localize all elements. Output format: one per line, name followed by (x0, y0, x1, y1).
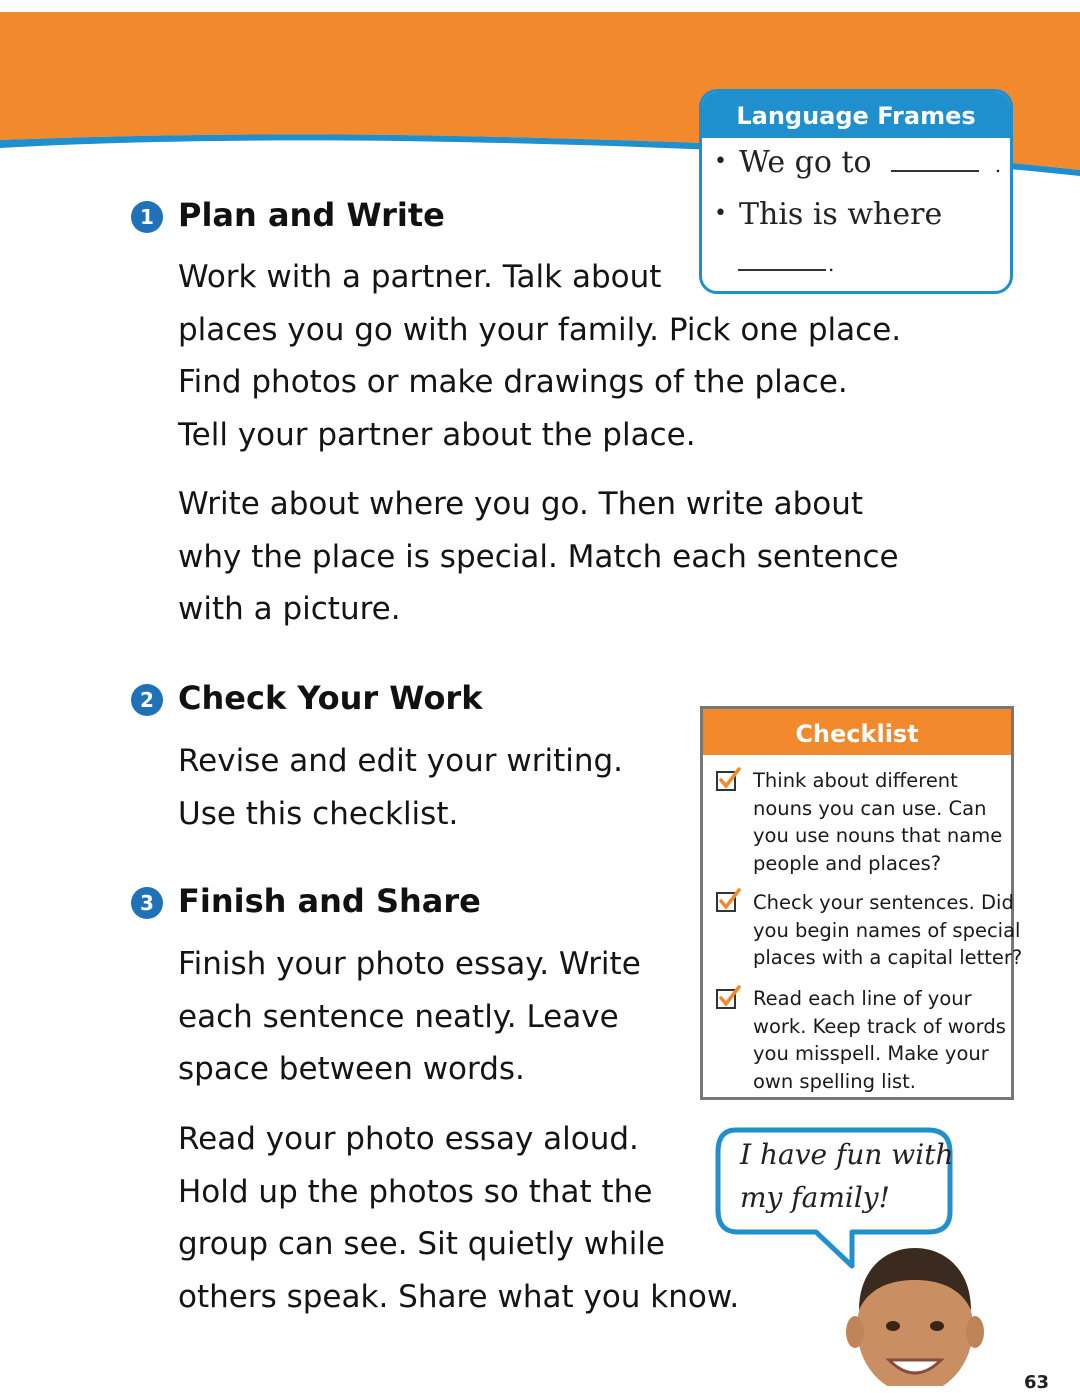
language-frame-2-blank: . (738, 244, 834, 279)
checkbox-checked-icon (715, 767, 741, 793)
section-title-finish-and-share: Finish and Share (178, 882, 481, 920)
section-title-check-your-work: Check Your Work (178, 679, 483, 717)
language-frames-title: Language Frames (702, 92, 1010, 138)
finish-paragraph-2: Read your photo essay aloud. Hold up the photos so that the group can see. Sit quietly while others speak. Share what you know. (178, 1121, 740, 1315)
checklist-box (700, 706, 1023, 1100)
answer-blank (891, 148, 979, 172)
child-photo (845, 1240, 985, 1386)
finish-paragraph-1: Finish your photo essay. Write each sentence neatly. Leave space between words. (178, 946, 641, 1087)
step-number-2: 2 (131, 684, 163, 716)
section-title-plan-and-write: Plan and Write (178, 196, 445, 234)
check-paragraph: Revise and edit your writing. Use this checklist. (178, 743, 624, 832)
checklist-item-2: Check your sentences. Did you begin names of special places with a capital letter? (753, 891, 1023, 969)
checklist-item-3: Read each line of your work. Keep track of words you misspell. Make your own spelling list. (753, 987, 1006, 1093)
plan-paragraph-1: Work with a partner. Talk about places you go with your family. Pick one place. Find photos or make drawings of the place. Tell your partner about the place. (178, 259, 902, 453)
step-number-3: 3 (131, 887, 163, 919)
speech-bubble-line-2: my family! (740, 1181, 890, 1214)
language-frame-1: • We go to . (714, 145, 1002, 180)
checkbox-checked-icon (715, 985, 741, 1011)
checklist-item-1: Think about different nouns you can use. Can you use nouns that name people and places? (753, 769, 1003, 875)
checkbox-checked-icon (715, 888, 741, 914)
page-number: 63 (1024, 1372, 1050, 1393)
step-number-1: 1 (131, 201, 163, 233)
language-frame-2: • This is where (714, 197, 943, 232)
plan-paragraph-2: Write about where you go. Then write about why the place is special. Match each sentence with a picture. (178, 486, 899, 627)
speech-bubble-line-1: I have fun with (740, 1138, 954, 1171)
checklist-title: Checklist (703, 709, 1011, 755)
